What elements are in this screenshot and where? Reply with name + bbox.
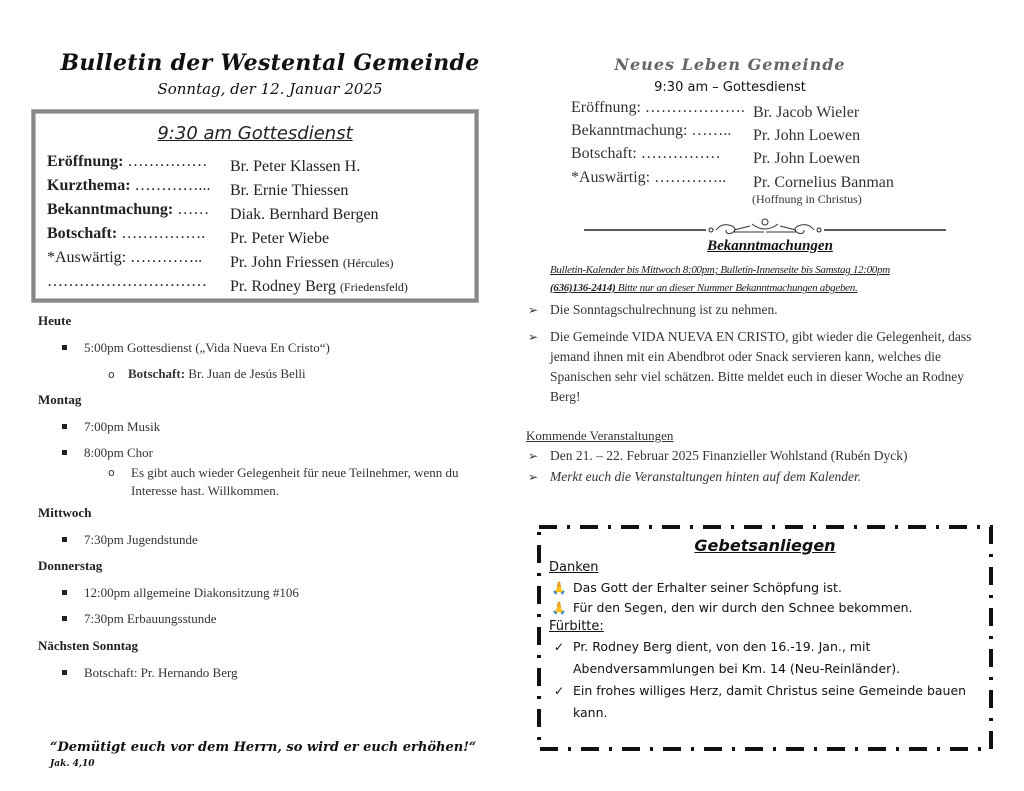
intercession-item xyxy=(549,636,979,680)
intercession-text: Pr. Rodney Berg dient, von den 16.-19. Jan., mit Abendversammlungen bei Km. 14 (Neu-Reinländer). xyxy=(573,639,901,676)
announcement-text: Die Gemeinde VIDA NUEVA EN CRISTO, gibt wieder die Gelegenheit, dass jemand ihnen mit ein Abendbrot oder Snack servieren kann, welches die Spanischen sehr viel schätzen. Bitte meldet euch in dieser Woche an Rodney Berg! xyxy=(550,329,972,404)
thanks-text: Das Gott der Erhalter seiner Schöpfung ist. xyxy=(573,580,842,595)
subitem-label: Botschaft: xyxy=(128,366,186,381)
schedule-item-text: 5:00pm Gottesdienst („Vida Nueva En Cristo“) xyxy=(84,340,330,355)
right-row-bekanntmachung xyxy=(571,122,860,145)
contact-note-text: Bitte nur an dieser Nummer Bekanntmachungen abgeben. xyxy=(615,282,858,294)
row-value: Diak. Bernhard Bergen xyxy=(230,206,379,223)
day-heading-naechsten-sonntag: Nächsten Sonntag xyxy=(38,638,139,653)
right-row-note: (Hoffnung in Christus) xyxy=(752,192,862,206)
contact-phone: (636)136-2414) xyxy=(550,282,616,294)
row-dots: ………………………… xyxy=(47,273,207,290)
arrow-bullet-icon: ➢ xyxy=(528,330,539,344)
arrow-bullet-icon: ➢ xyxy=(528,470,539,484)
row-dots: …………... xyxy=(130,177,211,194)
bulletin-date: Sonntag, der 12. Januar 2025 xyxy=(157,80,383,98)
upcoming-event-text: Merkt euch die Veranstaltungen hinten auf dem Kalender. xyxy=(550,469,862,484)
thanks-item xyxy=(549,597,979,619)
schedule-subitem xyxy=(108,464,488,500)
announcement-item xyxy=(528,327,978,407)
row-value: Br. Peter Klassen H. xyxy=(230,158,361,175)
row-value: Pr. Rodney Berg xyxy=(230,278,336,295)
checkmark-icon: ✓ xyxy=(553,640,565,654)
row-label: Botschaft: …………… xyxy=(571,145,721,162)
row-value: Pr. John Loewen xyxy=(753,127,861,144)
right-row-botschaft xyxy=(571,145,860,168)
square-bullet-icon xyxy=(62,537,67,542)
arrow-bullet-icon: ➢ xyxy=(528,303,539,317)
row-value: Pr. John Friessen xyxy=(230,254,339,271)
day-heading-montag: Montag xyxy=(38,392,82,407)
service-row-botschaft xyxy=(47,225,329,248)
row-label: Kurzthema: xyxy=(47,177,131,194)
announcements-deadline-note: Bulletin-Kalender bis Mittwoch 8:00pm; Bulletin-Innenseite bis Samstag 12:00pm xyxy=(550,264,890,276)
prayer-title: Gebetsanliegen xyxy=(694,536,836,555)
row-dots: …… xyxy=(173,201,210,218)
ornamental-divider-icon xyxy=(584,218,946,238)
row-dots: ……………. xyxy=(117,225,206,242)
day-heading-heute: Heute xyxy=(38,313,72,328)
right-church-title: Neues Leben Gemeinde xyxy=(614,55,846,74)
row-label: Eröffnung: ………………. xyxy=(571,99,745,116)
row-label: Bekanntmachung: xyxy=(47,201,174,218)
quote-reference: Jak. 4,10 xyxy=(50,759,95,769)
service-row-auswaertig-2 xyxy=(47,273,408,296)
schedule-item xyxy=(62,611,217,627)
schedule-item xyxy=(62,585,299,601)
row-value: Pr. Cornelius Banman xyxy=(753,174,894,191)
service-box-title: 9:30 am Gottesdienst xyxy=(157,123,353,144)
square-bullet-icon xyxy=(62,590,67,595)
schedule-item-text: 7:00pm Musik xyxy=(84,419,161,434)
checkmark-icon: ✓ xyxy=(553,684,565,698)
square-bullet-icon xyxy=(62,670,67,675)
row-note: (Friedensfeld) xyxy=(339,280,408,294)
row-label: Eröffnung: xyxy=(47,153,124,170)
square-bullet-icon xyxy=(62,424,67,429)
service-row-eroeffnung xyxy=(47,153,360,176)
row-dots: ………….. xyxy=(126,249,203,266)
intercession-text: Ein frohes williges Herz, damit Christus seine Gemeinde bauen kann. xyxy=(573,683,967,720)
service-row-auswaertig xyxy=(47,249,394,272)
row-label: Botschaft: xyxy=(47,225,118,242)
row-note: (Hércules) xyxy=(342,256,394,270)
upcoming-event-text: Den 21. – 22. Februar 2025 Finanzieller Wohlstand (Rubén Dyck) xyxy=(550,448,908,463)
schedule-item xyxy=(62,532,198,548)
upcoming-events-heading: Kommende Veranstaltungen xyxy=(526,428,674,443)
announcements-title: Bekanntmachungen xyxy=(707,238,833,254)
thanks-heading: Danken xyxy=(549,560,599,575)
bible-quote xyxy=(50,740,490,770)
subitem-text: Br. Juan de Jesús Belli xyxy=(185,366,306,381)
quote-text: “Demütigt euch vor dem Herrn, so wird er euch erhöhen!“ xyxy=(50,740,477,755)
right-service-subtitle: 9:30 am – Gottesdienst xyxy=(654,80,806,95)
thanks-text: Für den Segen, den wir durch den Schnee bekommen. xyxy=(573,600,913,615)
circle-bullet-icon: o xyxy=(108,466,115,479)
subitem-text: Es gibt auch wieder Gelegenheit für neue Teilnehmer, wenn du Interesse hast. Willkommen. xyxy=(131,465,459,498)
schedule-item-text: Botschaft: Pr. Hernando Berg xyxy=(84,665,238,680)
right-row-eroeffnung xyxy=(571,99,859,122)
circle-bullet-icon: o xyxy=(108,368,115,381)
service-row-bekanntmachung xyxy=(47,201,379,224)
announcement-item xyxy=(528,300,978,320)
row-value: Br. Jacob Wieler xyxy=(753,104,860,121)
announcement-text: Die Sonntagschulrechnung ist zu nehmen. xyxy=(550,302,778,317)
row-value: Br. Ernie Thiessen xyxy=(230,182,349,199)
square-bullet-icon xyxy=(62,616,67,621)
praying-hands-icon: 🙏 xyxy=(551,581,567,595)
row-value: Pr. John Loewen xyxy=(753,150,861,167)
praying-hands-icon: 🙏 xyxy=(551,601,567,615)
row-label: Bekanntmachung: …….. xyxy=(571,122,732,139)
service-row-kurzthema xyxy=(47,177,348,200)
schedule-item-text: 7:30pm Jugendstunde xyxy=(84,532,198,547)
announcements-contact-note xyxy=(550,282,857,294)
upcoming-event-item xyxy=(528,446,978,466)
thanks-item xyxy=(549,577,979,599)
schedule-item-text: 8:00pm Chor xyxy=(84,445,153,460)
square-bullet-icon xyxy=(62,345,67,350)
intercession-item xyxy=(549,680,979,724)
intercession-heading: Fürbitte: xyxy=(549,619,604,634)
upcoming-event-item xyxy=(528,467,978,487)
bulletin-title: Bulletin der Westental Gemeinde xyxy=(60,50,480,76)
schedule-item-text: 7:30pm Erbauungsstunde xyxy=(84,611,217,626)
day-heading-donnerstag: Donnerstag xyxy=(38,558,103,573)
schedule-item xyxy=(62,340,330,356)
row-label: *Auswärtig: ………….. xyxy=(571,169,727,186)
square-bullet-icon xyxy=(62,450,67,455)
row-label: *Auswärtig: xyxy=(47,249,127,266)
schedule-item-text: 12:00pm allgemeine Diakonsitzung #106 xyxy=(84,585,299,600)
schedule-item xyxy=(62,445,153,461)
schedule-subitem xyxy=(108,365,306,384)
service-box xyxy=(32,110,478,302)
day-heading-mittwoch: Mittwoch xyxy=(38,505,92,520)
schedule-item xyxy=(62,419,160,435)
arrow-bullet-icon: ➢ xyxy=(528,449,539,463)
schedule-item xyxy=(62,665,238,681)
row-value: Pr. Peter Wiebe xyxy=(230,230,330,247)
right-row-auswaertig xyxy=(571,169,894,192)
row-dots: …………… xyxy=(123,153,208,170)
